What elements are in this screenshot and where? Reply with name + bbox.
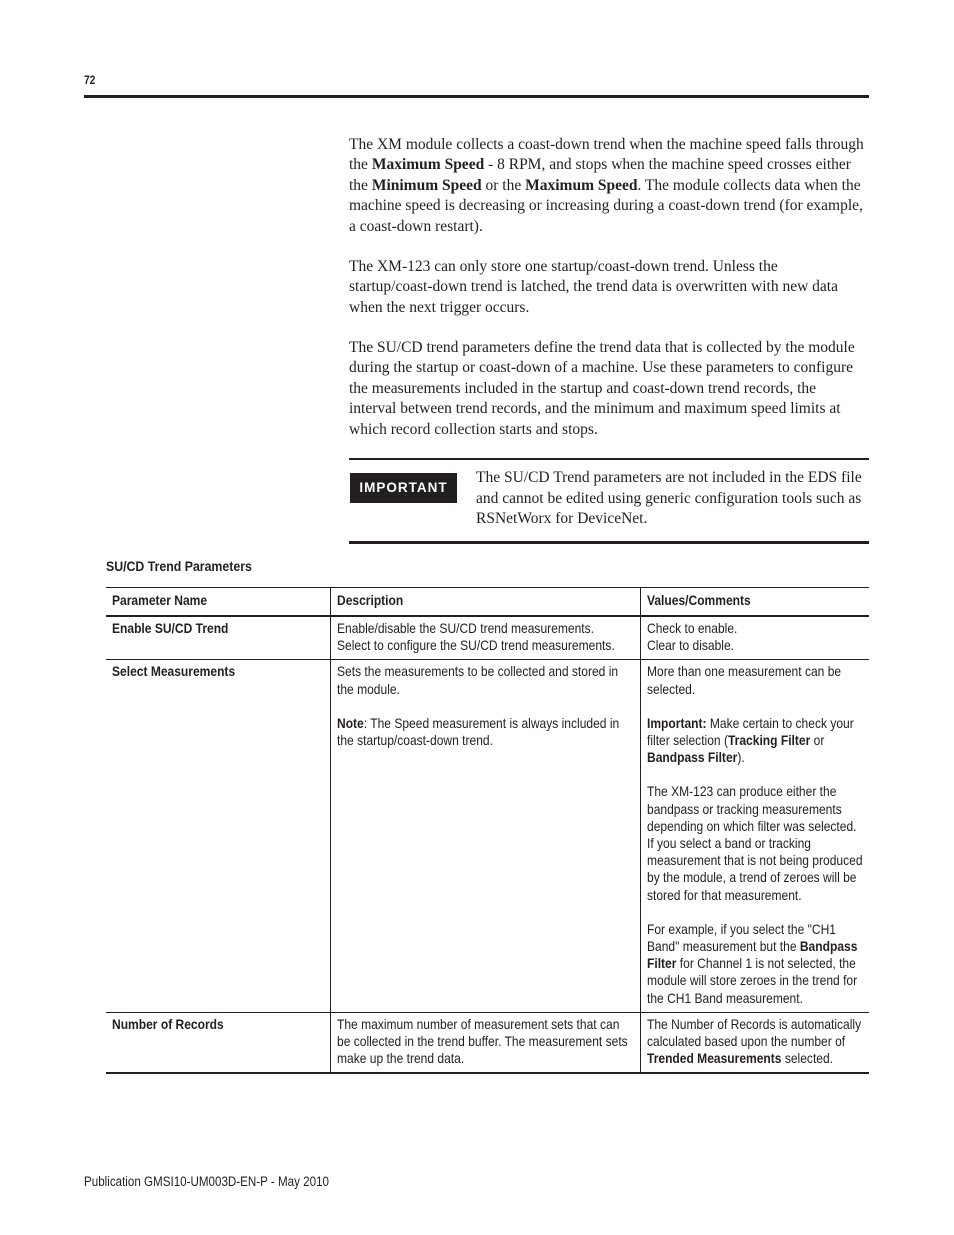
row-select-measurements-name: Select Measurements [106, 660, 330, 1012]
row-number-of-records-name: Number of Records [106, 1012, 330, 1073]
important-text: The SU/CD Trend parameters are not included in the EDS file and cannot be edited using generic configuration tools such as RSNetWorx for DeviceNet. [476, 469, 862, 527]
row-number-of-records-values: The Number of Records is automatically calculated based upon the number of Trended Measurements selected. [640, 1012, 869, 1073]
header-values-comments: Values/Comments [640, 588, 869, 617]
table-title: SU/CD Trend Parameters [106, 558, 252, 574]
row-enable-trend-description: Enable/disable the SU/CD trend measurements. Select to configure the SU/CD trend measurements. [330, 616, 640, 660]
parameters-table [106, 587, 869, 1074]
header-parameter-name: Parameter Name [106, 588, 330, 617]
row-enable-trend-values: Check to enable. Clear to disable. [640, 616, 869, 660]
row-number-of-records-description: The maximum number of measurement sets that can be collected in the trend buffer. The measurement sets make up the trend data. [330, 1012, 640, 1073]
table-header-row [106, 588, 869, 617]
page-number: 72 [84, 73, 96, 87]
body-paragraph-trend-parameters: The SU/CD trend parameters define the trend data that is collected by the module during the startup or coast-down of a machine. Use these parameters to configure the measurements included in the startup and coast-down trend records, the interval between trend records, and the minimum and maximum speed limits at which record collection starts and stops. [349, 339, 855, 438]
table-row [106, 1012, 869, 1073]
row-enable-trend-name: Enable SU/CD Trend [106, 616, 330, 660]
row-select-measurements-values: More than one measurement can be selected. Important: Make certain to check your filter selection (Tracking Filter or Bandpass Filter). The XM-123 can produce either the bandpass or tracking measurements depending on which filter was selected. If you select a band or tracking measurement that is not being produced by the module, a trend of zeroes will be stored for that measurement. For example, if you select the "CH1 Band" measurement but the Bandpass Filter for Channel 1 is not selected, the module will store zeroes in the trend for the CH1 Band measurement. [640, 660, 869, 1012]
important-notice [349, 458, 869, 543]
header-description: Description [330, 588, 640, 617]
body-paragraph-coast-down: The XM module collects a coast-down trend when the machine speed falls through the Maximum Speed - 8 RPM, and stops when the machine speed crosses either the Minimum Speed or the Maximum Speed. The module collects data when the machine speed is decreasing or increasing during a coast-down trend (for example, a coast-down restart). [349, 136, 864, 235]
body-paragraph-store-trend: The XM-123 can only store one startup/coast-down trend. Unless the startup/coast-down trend is latched, the trend data is overwritten with new data when the next trigger occurs. [349, 258, 838, 316]
important-label: IMPORTANT [350, 473, 457, 503]
table-row [106, 616, 869, 660]
table-row [106, 660, 869, 1012]
row-select-measurements-description: Sets the measurements to be collected and stored in the module. Note: The Speed measurement is always included in the startup/coast-down trend. [330, 660, 640, 1012]
header-rule [84, 95, 869, 98]
notice-top-rule [349, 458, 869, 460]
notice-bottom-rule [349, 541, 869, 544]
publication-footer: Publication GMSI10-UM003D-EN-P - May 2010 [84, 1174, 329, 1189]
